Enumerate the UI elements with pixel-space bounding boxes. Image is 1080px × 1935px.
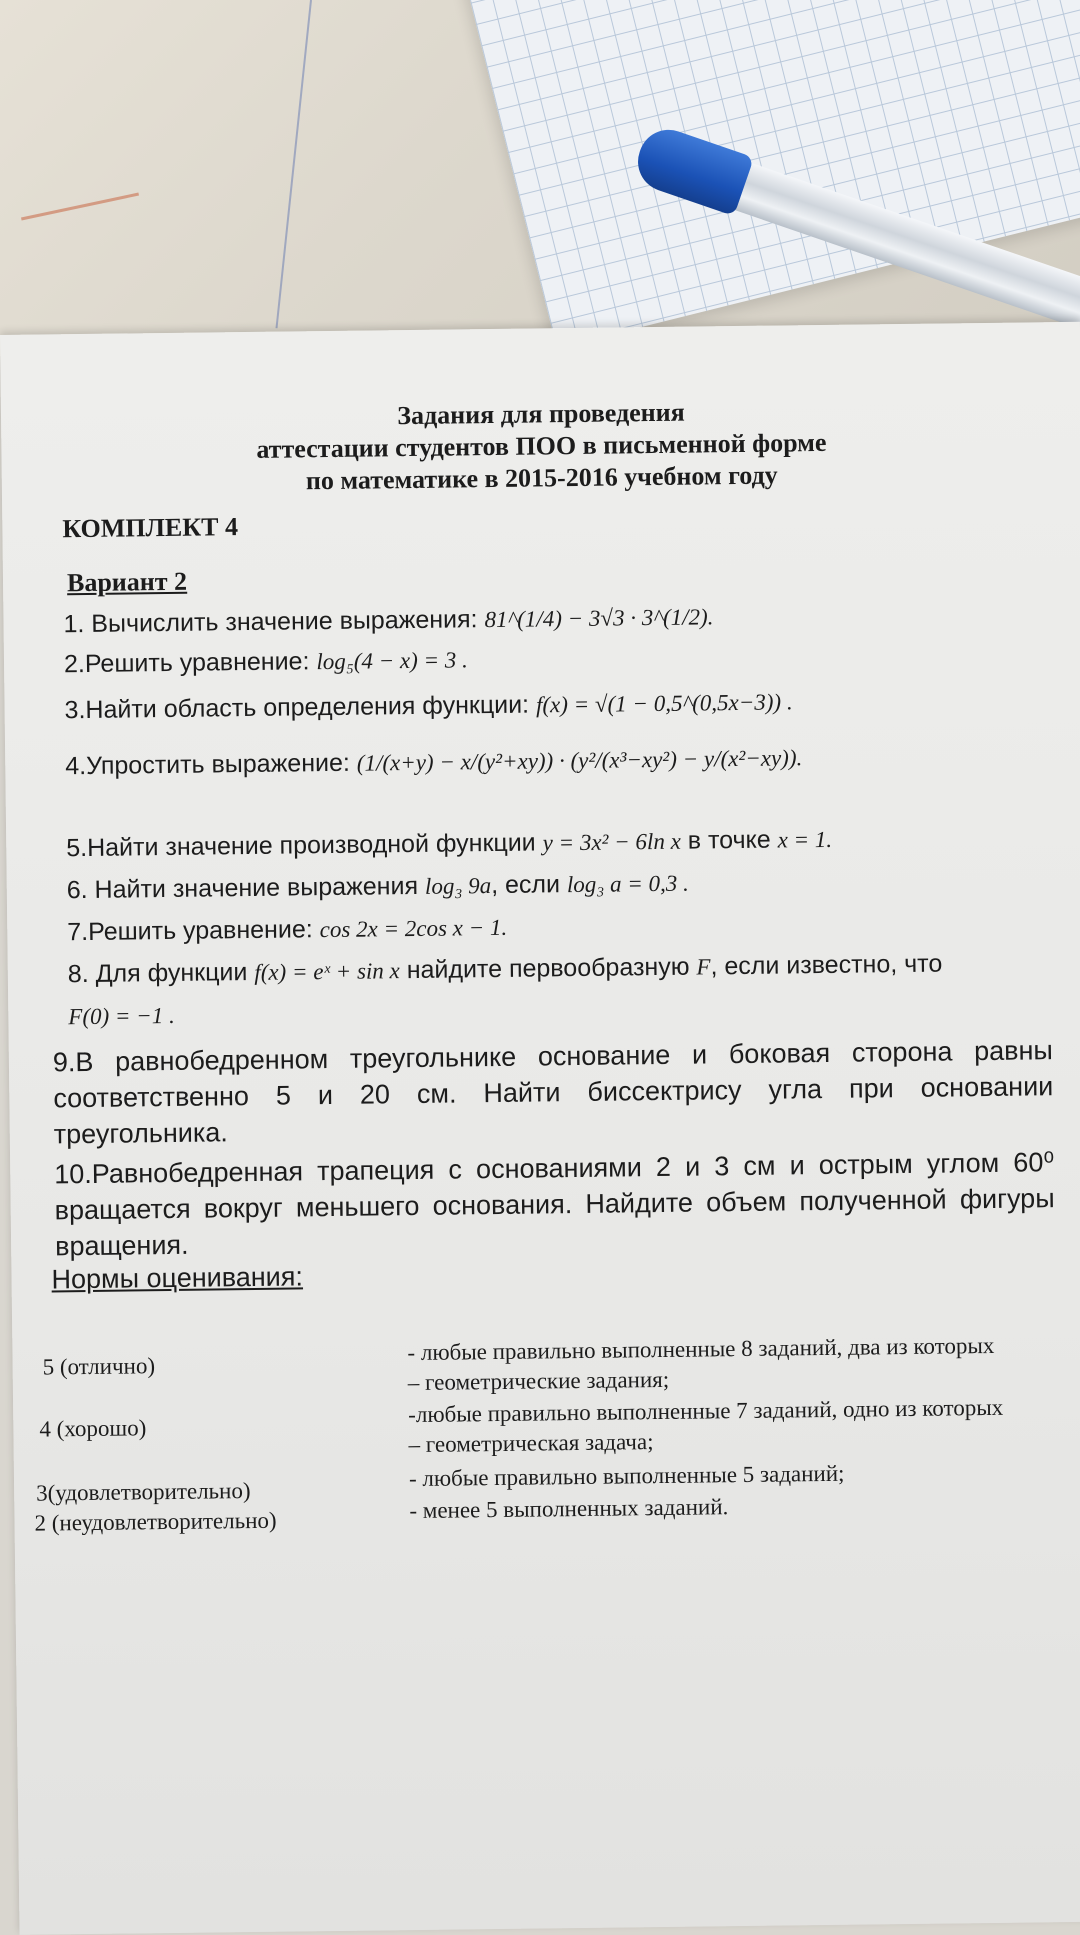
- task-4-math: (1/(x+y) − x/(y²+xy)) · (y²/(x³−xy²) − y/(x²−xy)).: [356, 745, 803, 776]
- task-2-math: log₅(4 − x) = 3 .: [316, 647, 468, 675]
- title-line-3: по математике в 2015-2016 учебном году: [305, 460, 778, 496]
- task-8-text3: , если известно, что: [710, 949, 943, 981]
- kit-heading: КОМПЛЕКТ 4: [62, 512, 239, 544]
- task-1: [63, 602, 713, 639]
- task-5: [66, 825, 832, 863]
- norm-desc-3: - любые правильно выполненные 5 заданий;: [408, 1460, 845, 1492]
- task-6-text2: , если: [490, 870, 561, 900]
- task-6-math: log₃ 9a: [424, 873, 492, 899]
- task-2-text: 2.Решить уравнение:: [63, 647, 310, 679]
- task-7: [67, 913, 507, 947]
- task-5-text2: в точке: [687, 825, 771, 855]
- task-8-math2: F: [696, 954, 711, 980]
- task-3-text: 3.Найти область определения функции:: [64, 690, 530, 725]
- title-line-2: аттестации студентов ПОО в письменной форме: [256, 427, 827, 464]
- norm-grade-3: 3(удовлетворительно): [35, 1478, 251, 1506]
- task-9: 9.В равнобедренном треугольнике основание и боковая сторона равны соответственно 5 и 20 см. Найти биссектрису угла при основании треугольника.: [52, 1035, 1054, 1150]
- variant-heading: Вариант 2: [66, 566, 188, 598]
- task-8-text: 8. Для функции: [67, 958, 248, 989]
- norm-grade-2: 2 (неудовлетворительно): [34, 1507, 277, 1536]
- task-1-text: 1. Вычислить значение выражения:: [63, 605, 478, 639]
- exam-sheet: [0, 322, 1080, 1935]
- norm-desc-4: -любые правильно выполненные 7 заданий, одно из которых – геометрическая задача;: [408, 1394, 1004, 1458]
- task-1-math: 81^(1/4) − 3√3 · 3^(1/2).: [484, 604, 714, 633]
- task-8: [68, 950, 943, 990]
- title-line-1: Задания для проведения: [397, 397, 685, 431]
- task-7-text: 7.Решить уравнение:: [67, 915, 313, 947]
- task-5-math2: x = 1.: [777, 826, 833, 853]
- task-8-math: f(x) = eˣ + sin x: [254, 958, 400, 985]
- task-8-line-2: [68, 1001, 175, 1031]
- task-8-text2: найдите первообразную: [406, 952, 690, 985]
- norm-desc-5: - любые правильно выполненные 8 заданий, два из которых – геометрические задания;: [407, 1332, 995, 1396]
- task-4-text: 4.Упростить выражение:: [65, 748, 351, 781]
- task-5-text: 5.Найти значение производной функции: [66, 828, 536, 863]
- task-7-math: cos 2x = 2cos x − 1.: [319, 914, 508, 943]
- task-4: [65, 743, 802, 781]
- norm-grade-5: 5 (отлично): [42, 1353, 156, 1380]
- task-3: [64, 687, 792, 725]
- task-8-condition: F(0) = −1 .: [68, 1002, 175, 1030]
- task-10: 10.Равнобедренная трапеция с основаниями 2 и 3 см и острым углом 60⁰ вращается вокруг меньшего основания. Найдите объем полученной фигуры вращения.: [54, 1147, 1055, 1262]
- task-6-math2: log₃ a = 0,3 .: [566, 870, 689, 898]
- task-6: [67, 869, 689, 906]
- task-3-math: f(x) = √(1 − 0,5^(0,5x−3)) .: [535, 689, 793, 718]
- norm-desc-2: - менее 5 выполненных заданий.: [409, 1494, 729, 1524]
- task-5-math: y = 3x² − 6ln x: [542, 828, 681, 856]
- norm-grade-4: 4 (хорошо): [39, 1415, 147, 1442]
- norms-heading: Нормы оценивания:: [51, 1261, 304, 1295]
- task-2: [64, 645, 468, 679]
- task-6-text: 6. Найти значение выражения: [66, 871, 419, 905]
